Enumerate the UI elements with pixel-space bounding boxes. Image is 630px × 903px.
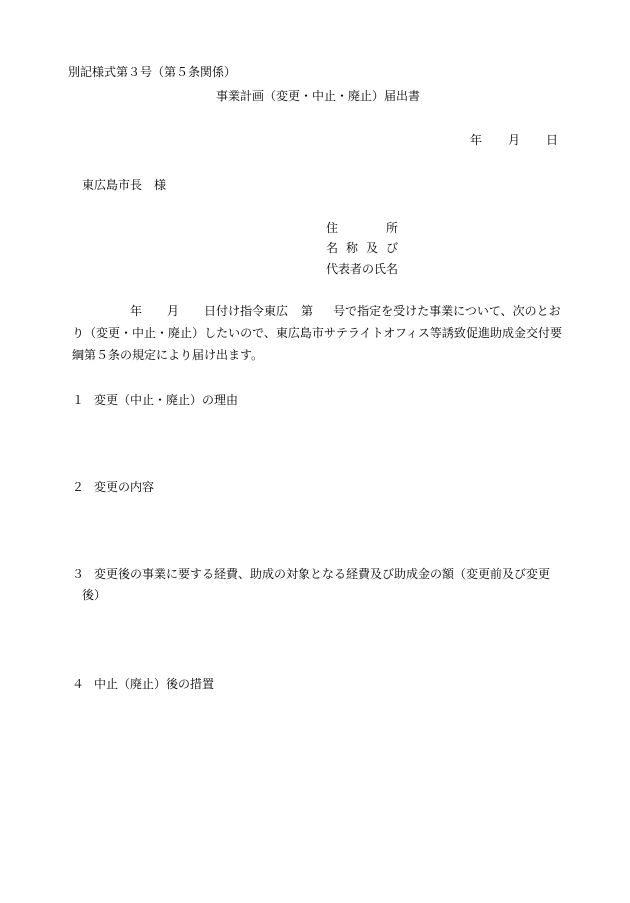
- section-4-label: 中止（廃止）後の措置: [94, 677, 215, 691]
- section-1-heading: [72, 394, 238, 406]
- date-year: 年: [470, 133, 483, 147]
- section-4-number: ４: [72, 677, 85, 691]
- section-2-heading: [72, 481, 154, 493]
- section-3-label: 変更後の事業に要する経費、助成の対象となる経費及び助成金の額（変更前及び変更: [94, 567, 551, 581]
- form-number: 別記様式第３号（第５条関係）: [68, 65, 237, 79]
- representative-label: 代表者の氏名: [326, 262, 399, 276]
- body-paragraph: [72, 300, 562, 366]
- section-1-label: 変更（中止・廃止）の理由: [94, 393, 239, 407]
- body-line-1: 年 月 日付け指令東広 第 号で指定を受けた事業について、次のとお: [130, 304, 561, 318]
- date-line: [470, 134, 558, 146]
- address-label: 住 所: [326, 221, 398, 235]
- name-label: 名 称 及 び: [326, 241, 398, 255]
- section-3-number: ３: [72, 567, 85, 581]
- section-3-label-continued: 後）: [82, 588, 107, 602]
- body-line-3: 綱第５条の規定により届け出ます。: [72, 348, 264, 362]
- section-2-number: ２: [72, 480, 85, 494]
- addressee: 東広島市長 様: [82, 178, 167, 192]
- section-3-heading: [72, 568, 550, 580]
- body-line-2: り（変更・中止・廃止）したいので、東広島市サテライトオフィス等誘致促進助成金交付要: [72, 326, 562, 340]
- document-title: 事業計画（変更・中止・廃止）届出書: [216, 89, 421, 103]
- section-1-number: １: [72, 393, 85, 407]
- date-month: 月: [508, 133, 521, 147]
- date-day: 日: [546, 133, 559, 147]
- section-4-heading: [72, 678, 214, 690]
- section-2-label: 変更の内容: [94, 480, 155, 494]
